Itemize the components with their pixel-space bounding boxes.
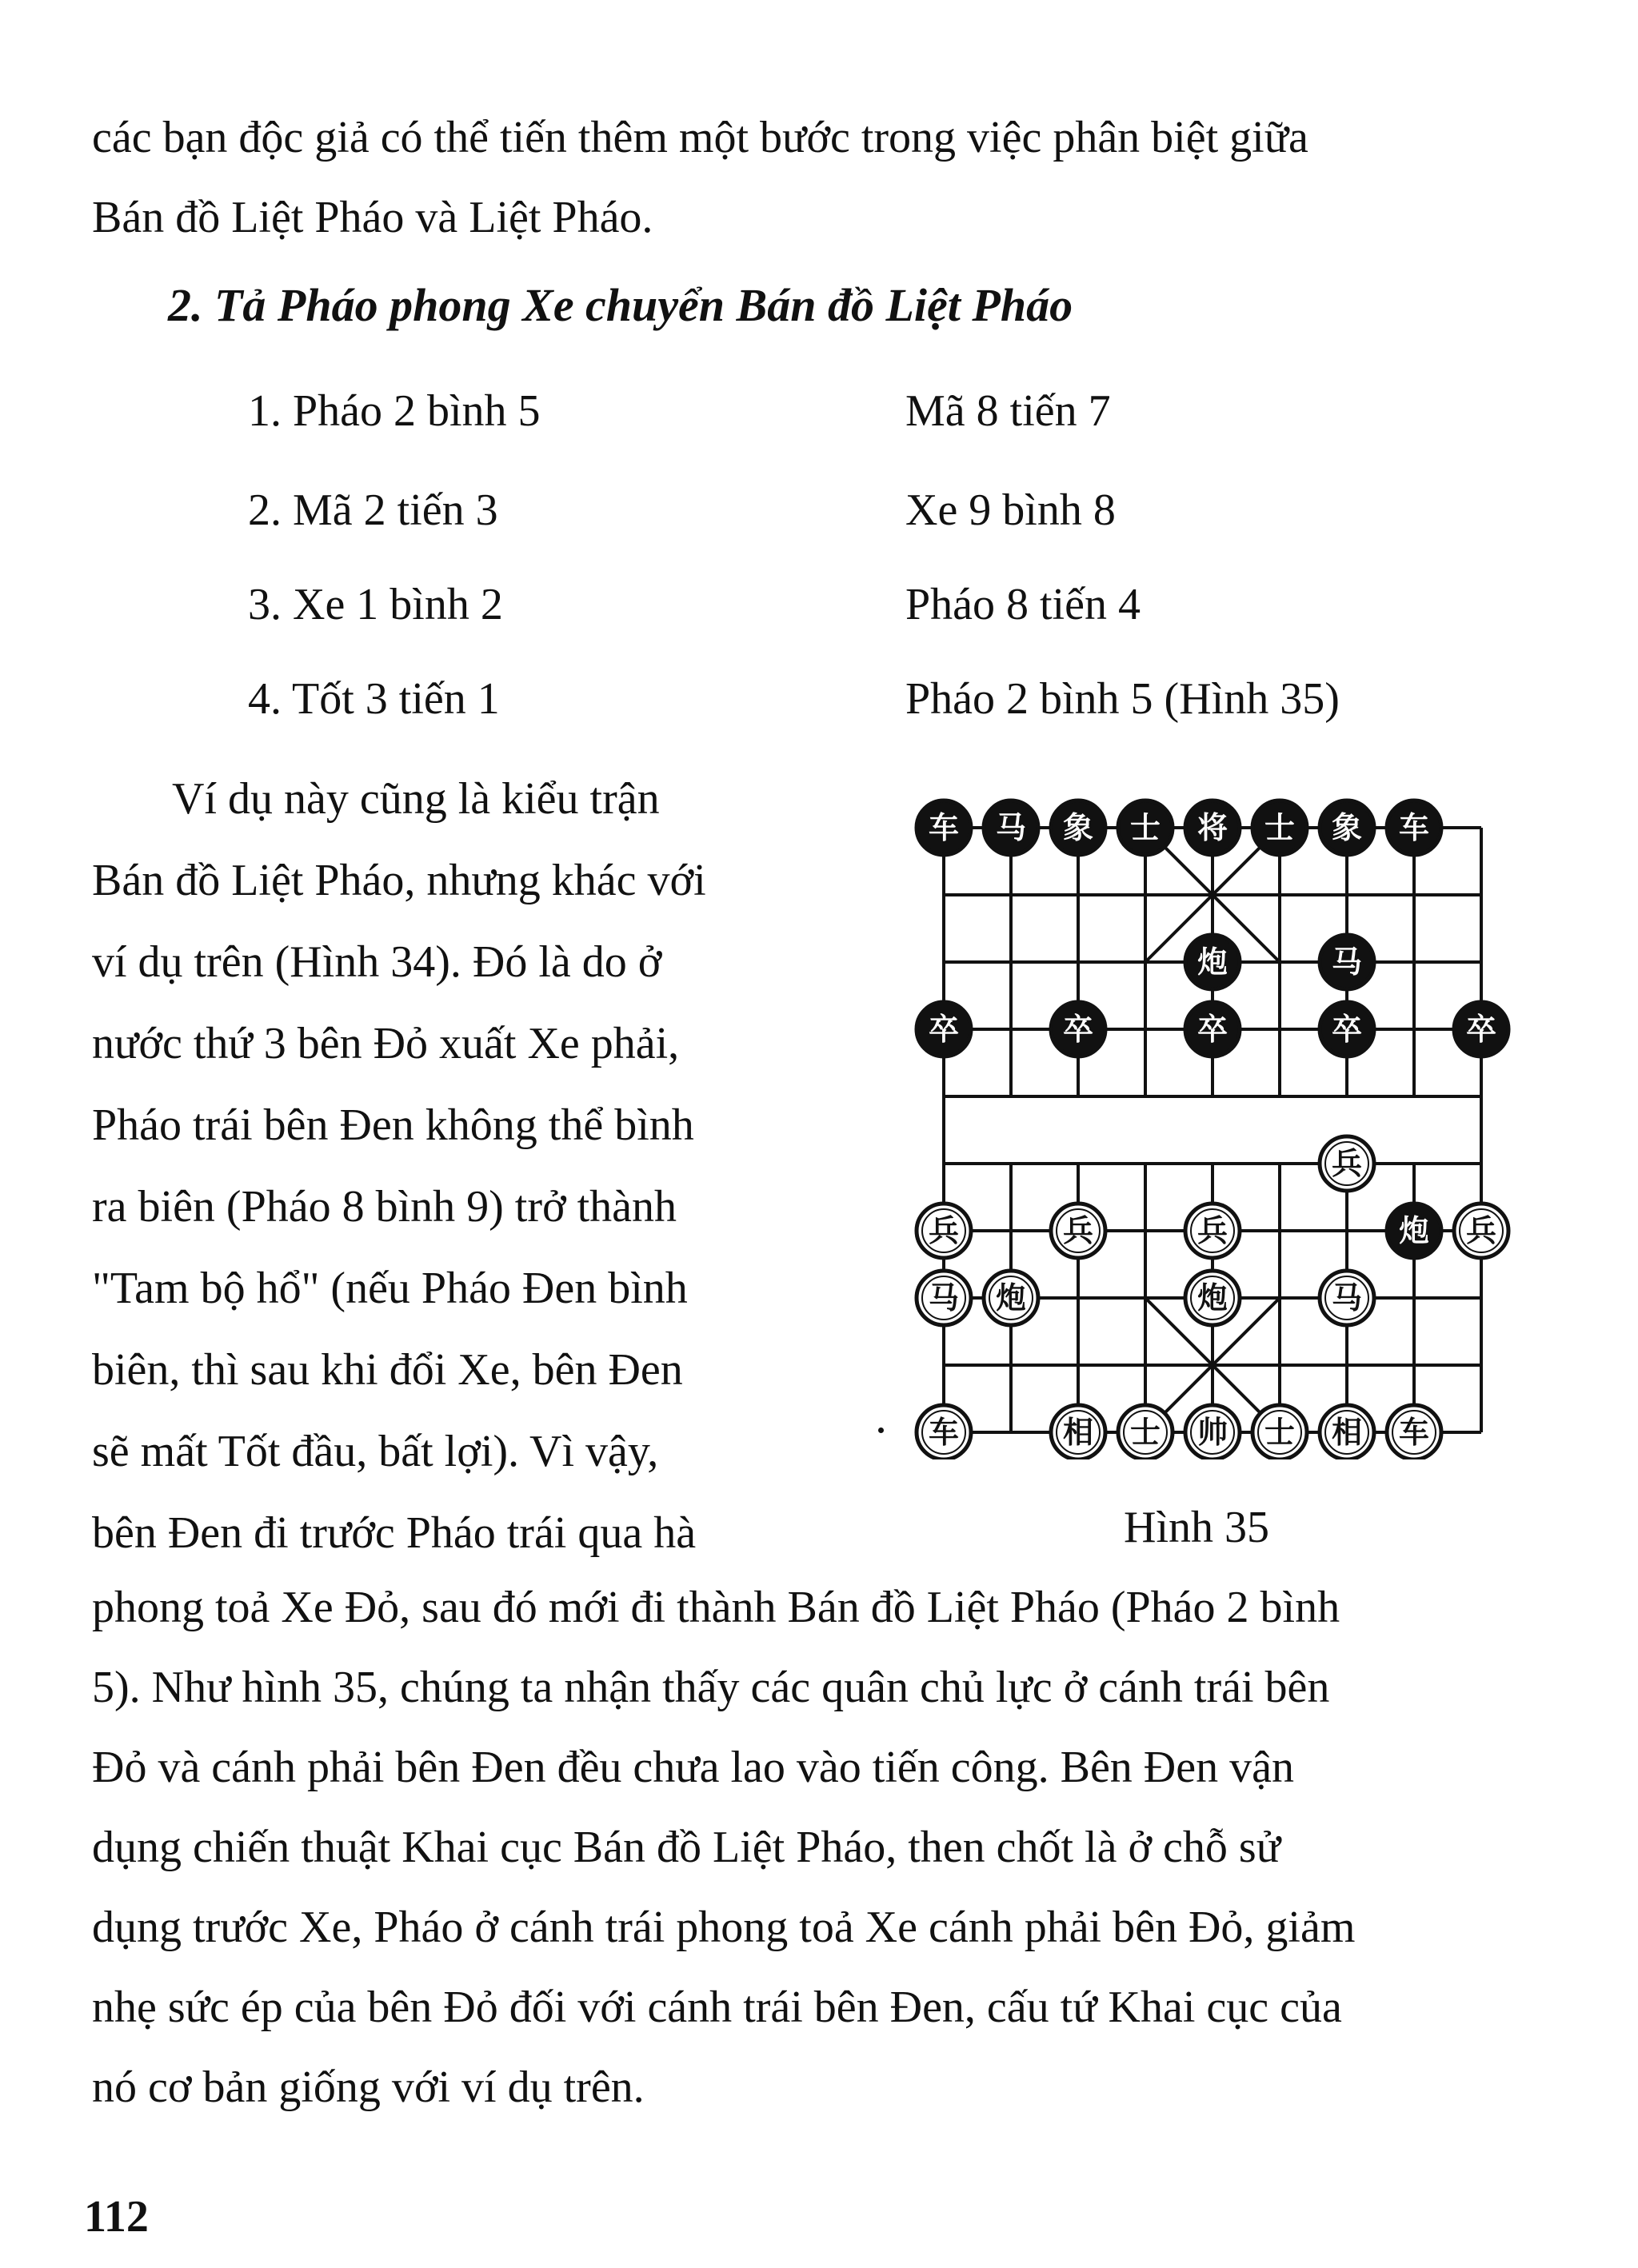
text-line: Bán đồ Liệt Pháo và Liệt Pháo. <box>92 193 653 242</box>
red-piece <box>1185 1405 1240 1459</box>
piece-glyph: 炮 <box>1398 1213 1430 1248</box>
black-piece <box>917 1002 971 1056</box>
red-piece <box>1454 1204 1508 1258</box>
text-line: ví dụ trên (Hình 34). Đó là do ở <box>92 937 662 987</box>
black-piece <box>1051 801 1105 855</box>
piece-glyph: 相 <box>1062 1415 1094 1450</box>
piece-glyph: 士 <box>1264 1415 1296 1450</box>
black-piece <box>984 801 1038 855</box>
text-line: nhẹ sức ép của bên Đỏ đối với cánh trái bên Đen, cấu tứ Khai cục của <box>92 1983 1342 2032</box>
black-piece <box>1185 935 1240 989</box>
red-piece <box>1387 1405 1441 1459</box>
piece-glyph: 卒 <box>928 1012 960 1047</box>
piece-glyph: 车 <box>928 1415 960 1450</box>
piece-glyph: 卒 <box>1465 1012 1497 1047</box>
black-piece <box>1118 801 1173 855</box>
move-black-3: Pháo 8 tiến 4 <box>905 580 1141 629</box>
body-paragraph <box>92 1567 1572 2127</box>
piece-glyph: 卒 <box>1197 1012 1228 1047</box>
intro-paragraph <box>92 98 1572 258</box>
piece-glyph: 马 <box>928 1280 960 1316</box>
piece-glyph: 卒 <box>1062 1012 1094 1047</box>
piece-glyph: 炮 <box>1197 1280 1228 1316</box>
red-piece <box>1320 1136 1374 1191</box>
piece-glyph: 兵 <box>1465 1213 1497 1248</box>
piece-glyph: 象 <box>1062 810 1094 845</box>
black-piece <box>1387 801 1441 855</box>
text-line: dụng chiến thuật Khai cục Bán đồ Liệt Pháo, then chốt là ở chỗ sử <box>92 1823 1281 1872</box>
piece-glyph: 马 <box>995 810 1027 845</box>
text-line: "Tam bộ hổ" (nếu Pháo Đen bình <box>92 1264 688 1313</box>
text-line: bên Đen đi trước Pháo trái qua hà <box>92 1508 697 1558</box>
black-piece <box>1320 801 1374 855</box>
page-number: 112 <box>84 2192 149 2242</box>
red-piece <box>1051 1405 1105 1459</box>
move-red-1: 1. Pháo 2 bình 5 <box>248 386 541 436</box>
piece-glyph: 兵 <box>1197 1213 1228 1248</box>
xiangqi-board <box>880 780 1520 1459</box>
piece-glyph: 马 <box>1331 1280 1363 1316</box>
piece-glyph: 车 <box>1398 1415 1430 1450</box>
red-piece <box>1185 1204 1240 1258</box>
text-line: ra biên (Pháo 8 bình 9) trở thành <box>92 1182 677 1232</box>
move-black-1: Mã 8 tiến 7 <box>905 386 1111 436</box>
piece-glyph: 兵 <box>1331 1146 1363 1181</box>
red-piece <box>1185 1271 1240 1325</box>
black-piece <box>1320 1002 1374 1056</box>
black-piece <box>1252 801 1307 855</box>
move-black-4: Pháo 2 bình 5 (Hình 35) <box>905 674 1340 724</box>
black-piece <box>1185 1002 1240 1056</box>
black-piece <box>1387 1204 1441 1258</box>
black-piece <box>1454 1002 1508 1056</box>
black-piece <box>1320 935 1374 989</box>
move-red-3: 3. Xe 1 bình 2 <box>248 580 503 629</box>
piece-glyph: 士 <box>1129 810 1161 845</box>
text-line: Đỏ và cánh phải bên Đen đều chưa lao vào tiến công. Bên Đen vận <box>92 1743 1294 1792</box>
piece-glyph: 兵 <box>928 1213 960 1248</box>
red-piece <box>917 1271 971 1325</box>
move-red-2: 2. Mã 2 tiến 3 <box>248 485 498 535</box>
piece-glyph: 象 <box>1331 810 1363 845</box>
text-line: Ví dụ này cũng là kiểu trận <box>172 774 660 824</box>
piece-glyph: 帅 <box>1197 1415 1228 1450</box>
red-piece <box>984 1271 1038 1325</box>
red-piece <box>917 1204 971 1258</box>
piece-glyph: 卒 <box>1331 1012 1363 1047</box>
red-piece <box>1320 1271 1374 1325</box>
piece-glyph: 炮 <box>995 1280 1027 1316</box>
piece-glyph: 将 <box>1197 810 1228 845</box>
text-line: các bạn độc giả có thể tiến thêm một bước trong việc phân biệt giữa <box>92 113 1308 162</box>
side-paragraph <box>92 758 812 1574</box>
black-piece <box>1051 1002 1105 1056</box>
text-line: sẽ mất Tốt đầu, bất lợi). Vì vậy, <box>92 1427 659 1476</box>
black-piece <box>1185 801 1240 855</box>
move-black-2: Xe 9 bình 8 <box>905 485 1116 535</box>
piece-glyph: 车 <box>928 810 960 845</box>
piece-glyph: 车 <box>1398 810 1430 845</box>
text-line: nó cơ bản giống với ví dụ trên. <box>92 2062 645 2112</box>
black-piece <box>917 801 971 855</box>
red-piece <box>1252 1405 1307 1459</box>
text-line: biên, thì sau khi đổi Xe, bên Đen <box>92 1345 683 1395</box>
red-piece <box>1320 1405 1374 1459</box>
piece-glyph: 士 <box>1264 810 1296 845</box>
piece-glyph: 马 <box>1331 944 1363 980</box>
piece-glyph: 士 <box>1129 1415 1161 1450</box>
move-red-4: 4. Tốt 3 tiến 1 <box>248 674 500 724</box>
piece-glyph: 相 <box>1331 1415 1363 1450</box>
text-line: dụng trước Xe, Pháo ở cánh trái phong toả Xe cánh phải bên Đỏ, giảm <box>92 1903 1356 1952</box>
text-line: Pháo trái bên Đen không thể bình <box>92 1100 694 1150</box>
piece-glyph: 兵 <box>1062 1213 1094 1248</box>
text-line: Bán đồ Liệt Pháo, nhưng khác với <box>92 856 706 905</box>
red-piece <box>917 1405 971 1459</box>
print-speck <box>878 1427 884 1433</box>
figure-caption: Hình 35 <box>1124 1503 1269 1552</box>
red-piece <box>1118 1405 1173 1459</box>
piece-glyph: 炮 <box>1197 944 1228 980</box>
text-line: nước thứ 3 bên Đỏ xuất Xe phải, <box>92 1019 680 1068</box>
section-heading: 2. Tả Pháo phong Xe chuyển Bán đồ Liệt Pháo <box>168 279 1073 331</box>
text-line: 5). Như hình 35, chúng ta nhận thấy các quân chủ lực ở cánh trái bên <box>92 1663 1330 1712</box>
red-piece <box>1051 1204 1105 1258</box>
text-line: phong toả Xe Đỏ, sau đó mới đi thành Bán đồ Liệt Pháo (Pháo 2 bình <box>92 1583 1340 1632</box>
